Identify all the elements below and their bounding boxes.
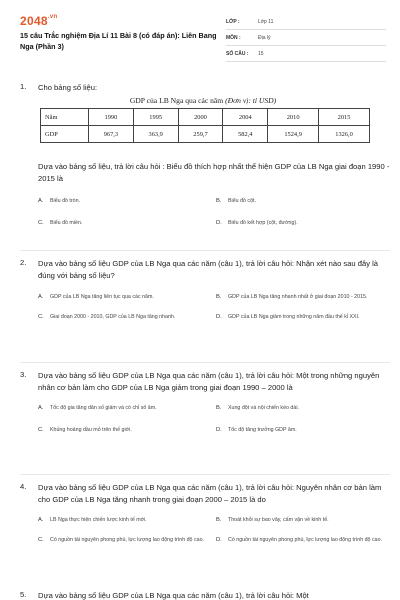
question-text: Dựa vào bảng số liệu GDP của LB Nga qua các năm (câu 1), trả lời câu hỏi: Một trong những nguyên nhân cơ bản làm cho GDP của LB Nga giảm trong giai đoạn 1990 – 2000 là <box>38 371 380 392</box>
option-d[interactable]: D. Biểu đồ kết hợp (cột, đường). <box>216 220 298 226</box>
meta-subject: MÔN : Địa lý <box>226 30 386 46</box>
meta-question-count: SỐ CÂU : 15 <box>226 46 386 62</box>
option-c[interactable]: C. Giai đoạn 2000 - 2010, GDP của LB Nga tăng nhanh. <box>38 314 176 320</box>
table-header-row: Năm 1990 1995 2000 2004 2010 2015 <box>41 109 370 126</box>
option-d[interactable]: D. GDP của LB Nga giảm trong những năm đầu thế kỉ XXI. <box>216 314 360 320</box>
page-header <box>0 0 400 62</box>
question-1 <box>20 82 390 229</box>
question-4 <box>20 482 390 546</box>
answer-options <box>38 514 390 546</box>
question-text: Dựa vào bảng số liệu GDP của LB Nga qua các năm (câu 1), trả lời câu hỏi: Nguyên nhân cơ bản làm cho GDP của LB Nga tăng nhanh trong giai đoạn 2000 – 2015 là do <box>38 483 382 504</box>
answer-options <box>38 195 390 229</box>
answer-options <box>38 402 390 436</box>
document-title: 15 câu Trắc nghiệm Địa Lí 11 Bài 8 (có đáp án): Liên Bang Nga (Phần 3) <box>20 31 217 51</box>
document-meta <box>226 14 386 62</box>
question-number: 4. <box>20 482 27 491</box>
table-caption: GDP của LB Nga qua các năm (Đơn vị: tỉ USD) <box>129 96 277 105</box>
option-b[interactable]: B. Thoát khỏi sự bao vây, cấm vận về kinh tế. <box>216 517 329 523</box>
option-b[interactable]: B. Xung đột và nội chiến kéo dài. <box>216 405 299 411</box>
option-c[interactable]: C. Biểu đồ miền. <box>38 220 83 226</box>
question-text: Dựa vào bảng số liệu, trả lời câu hỏi : Biểu đồ thích hợp nhất thể hiện GDP của LB Nga giai đoạn 1990 - 2015 là <box>38 162 390 183</box>
option-d[interactable]: D. Tốc độ tăng trưởng GDP âm. <box>216 427 297 433</box>
meta-grade: LỚP : Lớp 11 <box>226 14 386 30</box>
option-b[interactable]: B. Biểu đồ cột. <box>216 198 256 204</box>
option-a[interactable]: A. GDP của LB Nga tăng liên tục qua các năm. <box>38 294 154 300</box>
option-c[interactable]: C. Có nguồn tài nguyên phong phú, lực lượng lao động trình độ cao. <box>38 537 204 543</box>
option-a[interactable]: A. Biểu đồ tròn. <box>38 198 81 204</box>
question-3 <box>20 370 390 436</box>
divider <box>20 474 390 475</box>
site-logo[interactable]: $2048^{.vn}$ <box>20 14 58 28</box>
option-d[interactable]: D. Có nguồn tài nguyên phong phú, lực lượng lao động trình độ cao. <box>216 537 382 543</box>
question-number: 5. <box>20 590 27 599</box>
question-text: Dựa vào bảng số liệu GDP của LB Nga qua các năm (câu 1), trả lời câu hỏi: Nhận xét nào sau đây là đúng với bảng số liệu? <box>38 259 379 280</box>
question-intro: Cho bảng số liệu: <box>38 83 98 92</box>
option-c[interactable]: C. Khủng hoảng dầu mỏ trên thế giới. <box>38 427 132 433</box>
gdp-table <box>40 108 370 143</box>
option-a[interactable]: A. LB Nga thực hiện chiến lược kinh tế mới. <box>38 517 147 523</box>
divider <box>20 250 390 251</box>
question-number: 3. <box>20 370 27 379</box>
option-a[interactable]: A. Tốc độ gia tăng dân số giảm và có chỉ số âm. <box>38 405 157 411</box>
question-5 <box>20 590 390 600</box>
answer-options <box>38 291 390 323</box>
divider <box>20 362 390 363</box>
option-b[interactable]: B. GDP của LB Nga tăng nhanh nhất ở giai đoạn 2010 - 2015. <box>216 294 368 300</box>
question-text: Dựa vào bảng số liệu GDP của LB Nga qua các năm (câu 1), trả lời câu hỏi: Một <box>38 591 309 600</box>
question-2 <box>20 258 390 323</box>
table-row: GDP 967,3 363,9 259,7 582,4 1524,9 1326,0 <box>41 126 370 143</box>
question-number: 2. <box>20 258 27 267</box>
question-number: 1. <box>20 82 27 91</box>
